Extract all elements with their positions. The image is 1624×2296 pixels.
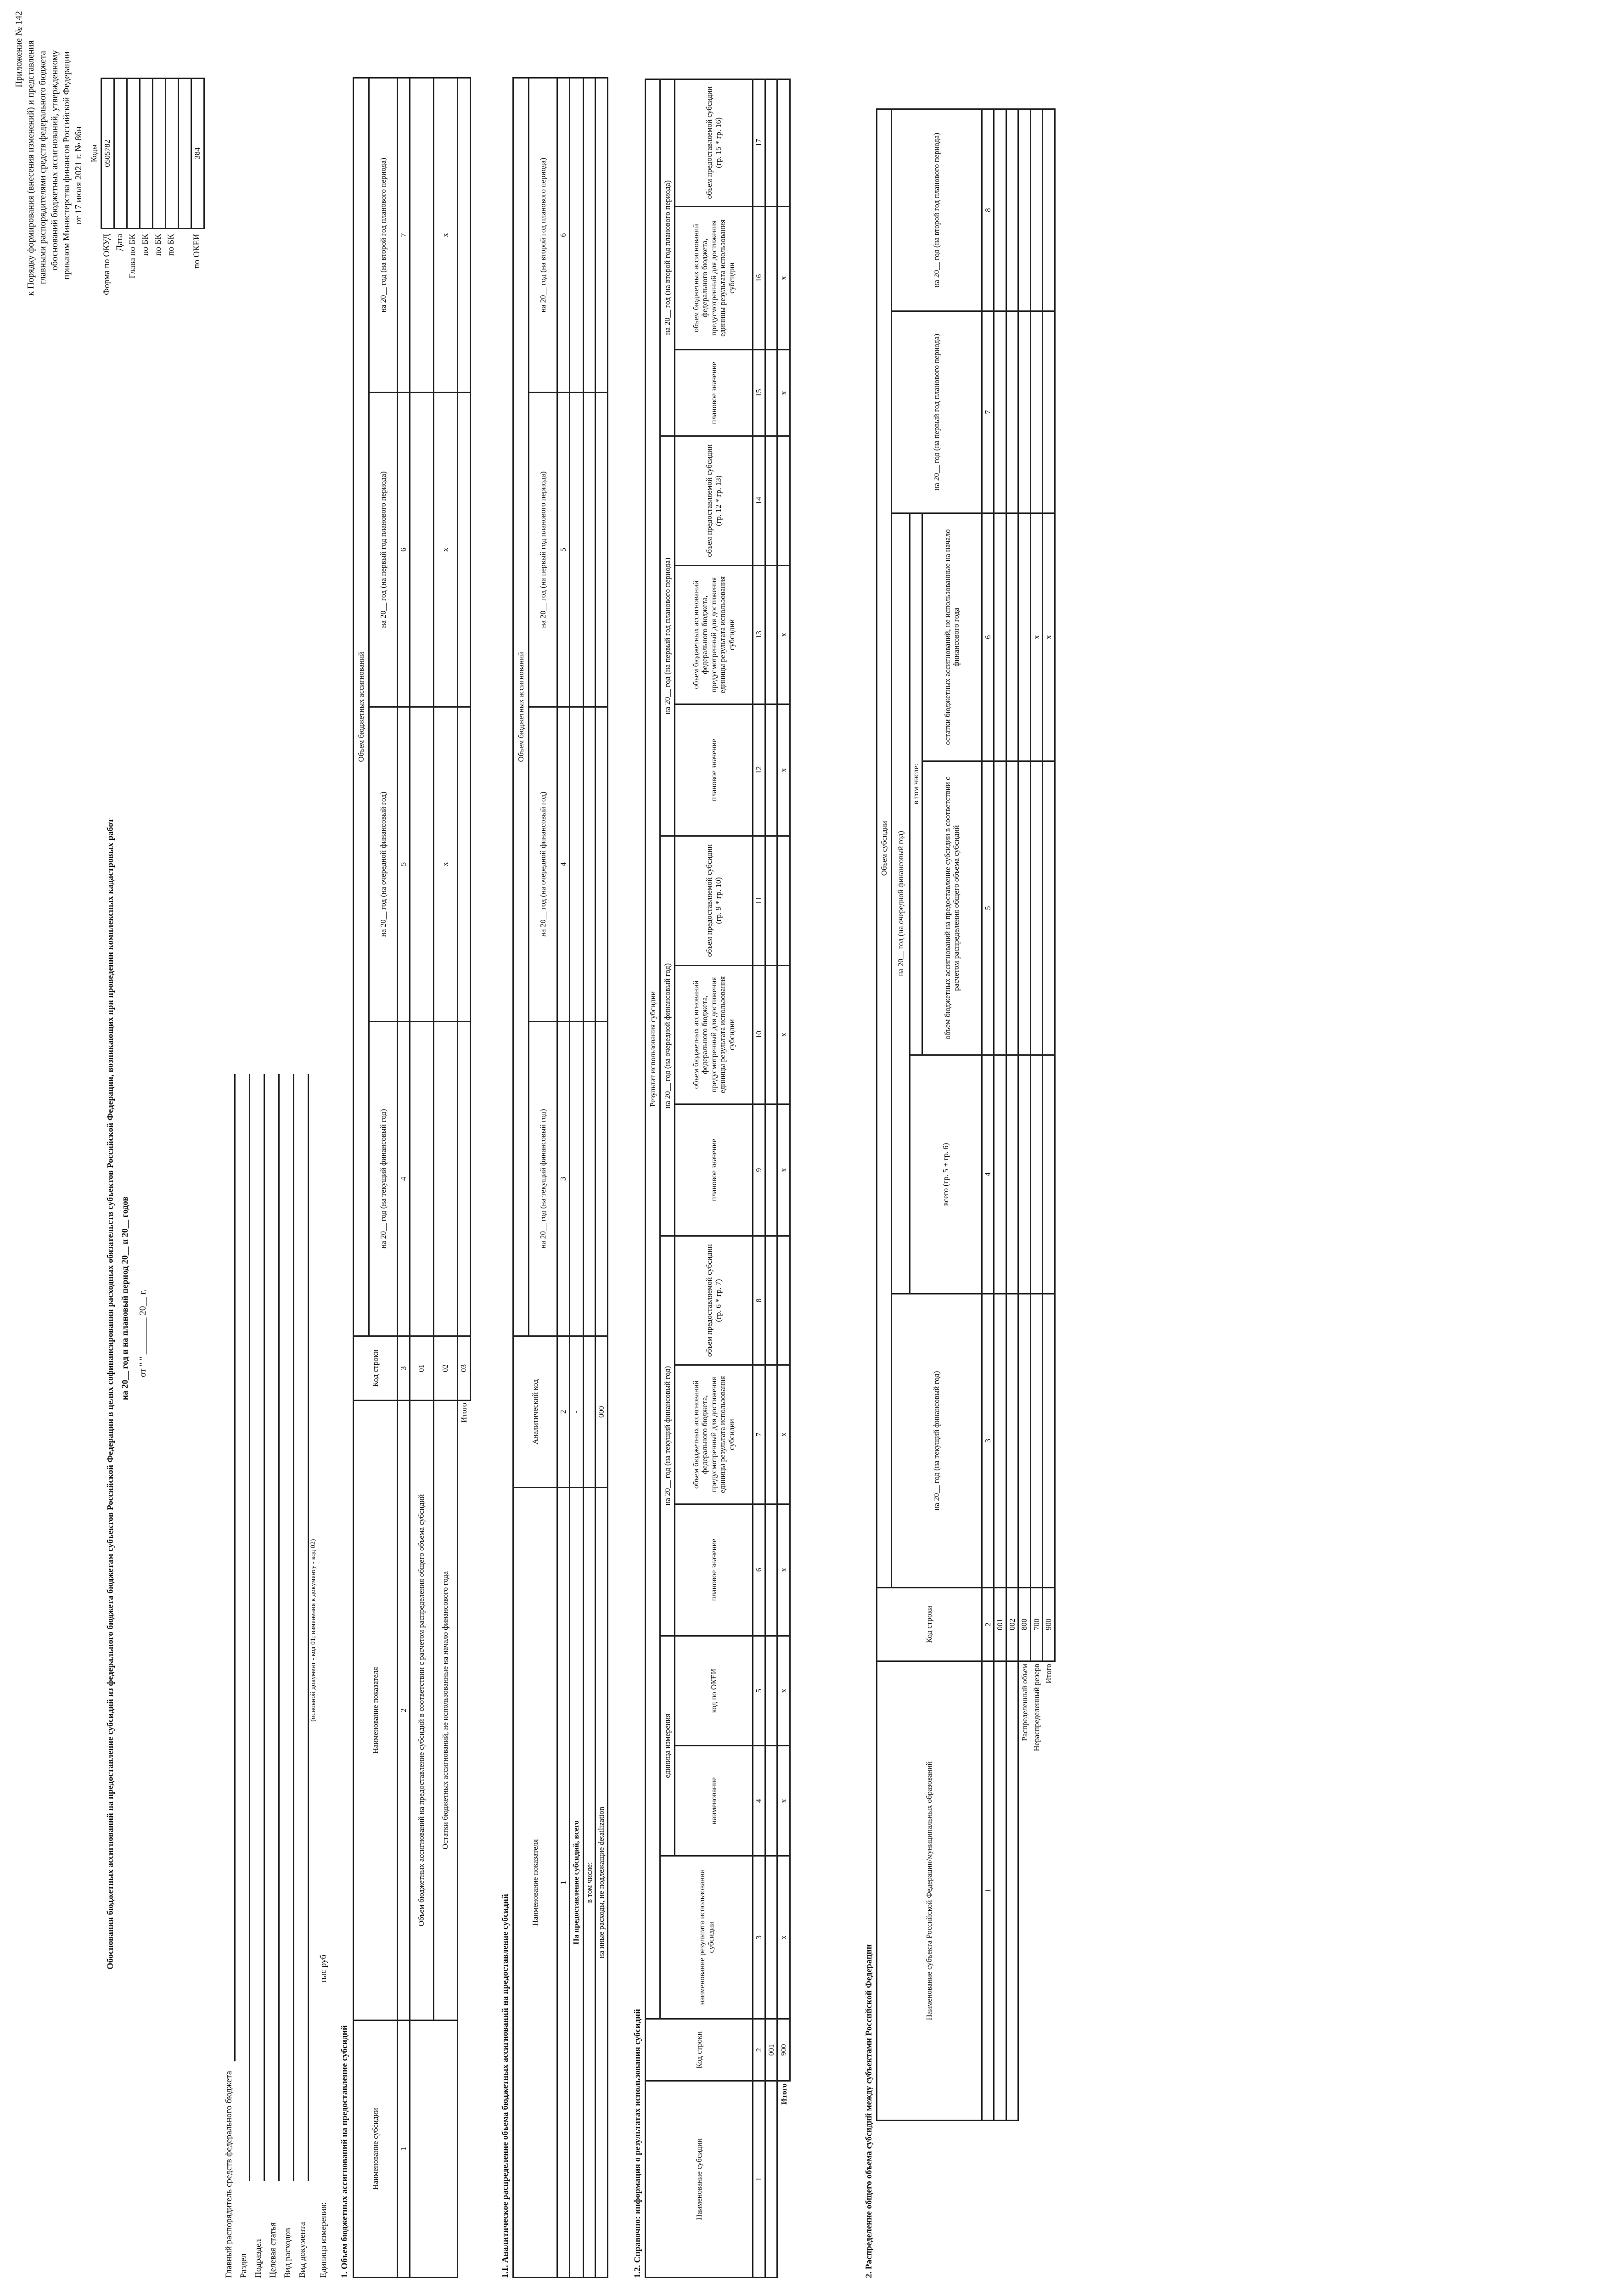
s1-h-year-next: на 20__ год (на очередной финансовый год) bbox=[369, 707, 398, 1022]
annex-line-3: главными распорядителями средств федерального бюджета bbox=[38, 51, 48, 284]
s12-total-x-9: x bbox=[777, 1104, 790, 1236]
s2-h-year-first: на 20__ год (на первый год планового периода) bbox=[892, 311, 982, 513]
s11-num-6: 6 bbox=[557, 78, 570, 392]
s12-total-x-5: x bbox=[777, 1636, 790, 1746]
s1-h-year-second: на 20__ год (на второй год планового периода) bbox=[369, 78, 398, 392]
code-okei: 384 bbox=[191, 79, 204, 229]
s12-total-x-15: x bbox=[777, 350, 790, 436]
req-label-target: Целевая статья bbox=[268, 2222, 278, 2278]
s12-num-12: 12 bbox=[753, 704, 765, 836]
code-date bbox=[114, 79, 127, 229]
s1-num-6: 6 bbox=[398, 393, 410, 707]
s12-total-v-14 bbox=[777, 436, 790, 566]
s12-h-volsub-1: объем предоставляемой субсидии (гр. 6 * гр. 7) bbox=[675, 1236, 753, 1365]
page-subtitle: на 20__ год и на плановый период 20__ и 20__ годов bbox=[120, 1196, 130, 1400]
s11-row-other-code: 000 bbox=[596, 1336, 608, 1488]
s2-h-year-current: на 20__ год (на текущий финансовый год) bbox=[892, 1294, 982, 1588]
s12-h-year-second: на 20__ год (на второй год планового периода) bbox=[660, 79, 675, 436]
s12-h-plan-1: плановое значение bbox=[675, 1504, 753, 1636]
s11-row-total-label: На предоставление субсидий, всего bbox=[569, 1488, 583, 2278]
code-label-okei: по ОКЕИ bbox=[192, 234, 202, 269]
s2-num-3: 3 bbox=[982, 1294, 994, 1588]
s12-h-year-next: на 20__ год (на очередной финансовый год) bbox=[660, 836, 675, 1236]
s2-row-2-name bbox=[1006, 1661, 1018, 2121]
s12-num-2: 2 bbox=[753, 2019, 765, 2081]
s2-h-incl: в том числе: bbox=[910, 513, 922, 1055]
s11-h-year-first: на 20__ год (на первый год планового периода) bbox=[529, 393, 557, 707]
annex-line-5: приказом Министерства финансов Российской Федерации bbox=[62, 51, 72, 280]
req-label-unit: Единица измерения: bbox=[319, 2202, 328, 2278]
s12-h-year-first: на 20__ год (на первый год планового периода) bbox=[660, 436, 675, 836]
s1-row2-code: 02 bbox=[433, 1336, 457, 1401]
s12-num-16: 16 bbox=[753, 206, 765, 350]
s1-total-v1 bbox=[457, 1022, 470, 1336]
s2-num-5: 5 bbox=[982, 761, 994, 1055]
s11-row-total-v4 bbox=[569, 78, 583, 392]
s2-num-8: 8 bbox=[982, 109, 994, 311]
s12-row-name bbox=[765, 2081, 777, 2278]
s11-row-total-v2 bbox=[569, 707, 583, 1022]
s2-num-6: 6 bbox=[982, 513, 994, 761]
req-label-subsection: Подраздел bbox=[253, 2239, 263, 2278]
s2-h-calc: объем бюджетных ассигнований на предоставление субсидии в соответствии с расчетом распределения общего объема субсидий bbox=[922, 761, 982, 1055]
s1-h-indicator: Наименование показателя bbox=[354, 1401, 398, 2020]
s11-h-year-second: на 20__ год (на второй год планового периода) bbox=[529, 78, 557, 392]
s2-row-reserve-name: Нераспределенный резерв bbox=[1032, 1664, 1041, 1751]
s12-num-4: 4 bbox=[753, 1746, 765, 1856]
s1-total-v4 bbox=[457, 78, 470, 392]
s2-h-rest: остатки бюджетных ассигнований, не использованные на начало финансового года bbox=[922, 513, 982, 761]
s2-h-year-next: на 20__ год (на очередной финансовый год) bbox=[892, 513, 910, 1294]
req-line-target bbox=[278, 1074, 280, 2181]
s1-row2-x2: x bbox=[433, 393, 457, 707]
s12-h-unit: единица измерения bbox=[660, 1636, 675, 1856]
s1-row2-indicator: Остатки бюджетных ассигнований, не использованные на начало финансового года bbox=[433, 1401, 457, 2020]
codes-table bbox=[88, 78, 205, 229]
s1-total-v2 bbox=[457, 707, 470, 1022]
s2-num-2: 2 bbox=[982, 1588, 994, 1661]
s12-num-14: 14 bbox=[753, 436, 765, 566]
s12-num-7: 7 bbox=[753, 1365, 765, 1504]
code-okud: 0505782 bbox=[101, 79, 114, 229]
s12-table bbox=[645, 79, 791, 2278]
s11-h-budget: Объем бюджетных ассигнований bbox=[513, 78, 529, 1336]
s1-total-v3 bbox=[457, 393, 470, 707]
s2-title: 2. Распределение общего объема субсидий между субъектами Российской Федерации bbox=[864, 1944, 874, 2278]
s12-total-code: 900 bbox=[777, 2019, 790, 2081]
req-label-doc-type: Вид документа bbox=[298, 2222, 307, 2278]
s1-h-year-first: на 20__ год (на первый год планового периода) bbox=[369, 393, 398, 707]
s12-total-v-8 bbox=[777, 1236, 790, 1365]
s1-h-code: Код строки bbox=[354, 1336, 398, 1401]
s1-row2-x3: x bbox=[433, 78, 457, 392]
s2-num-7: 7 bbox=[982, 311, 994, 513]
s1-h-year-current: на 20__ год (на текущий финансовый год) bbox=[369, 1022, 398, 1336]
s12-num-13: 13 bbox=[753, 565, 765, 704]
s11-num-1: 1 bbox=[557, 1488, 570, 2278]
req-label-grbs: Главный распорядитель средств федерального бюджета bbox=[224, 2071, 234, 2278]
s11-row-total-code: - bbox=[569, 1336, 583, 1488]
s12-total-x-16: x bbox=[777, 206, 790, 350]
s12-num-8: 8 bbox=[753, 1236, 765, 1365]
s2-num-1: 1 bbox=[982, 1661, 994, 2121]
s11-row-incl-label: в том числе: bbox=[583, 1488, 596, 2278]
s11-row-total-v3 bbox=[569, 393, 583, 707]
s1-num-2: 2 bbox=[398, 1401, 410, 2020]
s2-h-name: Наименование субъекта Российской Федерации/муниципальных образований bbox=[877, 1661, 982, 2121]
s12-total-x-4: x bbox=[777, 1746, 790, 1856]
s12-h-code: Код строки bbox=[646, 2019, 753, 2081]
document-date: от " " ________ 20__ г. bbox=[138, 1289, 148, 1377]
req-line-exp-type bbox=[293, 1074, 294, 2181]
s12-row-code: 001 bbox=[765, 2019, 777, 2081]
s12-total-x-6: x bbox=[777, 1504, 790, 1636]
s12-h-vol-2: объем бюджетных ассигнований федерального бюджета, предусмотренный для достижения единицы результата использования субсидии bbox=[675, 965, 753, 1104]
s12-h-vol-4: объем бюджетных ассигнований федерального бюджета, предусмотренный для достижения единицы результата использования субсидии bbox=[675, 206, 753, 350]
s2-row-total-name: Итого bbox=[1044, 1664, 1053, 1684]
s1-num-4: 4 bbox=[398, 1022, 410, 1336]
s1-row1-indicator: Объем бюджетных ассигнований на предоставление субсидий в соответствии с расчетом распределения общего объема субсидий bbox=[410, 1401, 433, 2020]
s12-h-plan-3: плановое значение bbox=[675, 704, 753, 836]
s12-h-plan-4: плановое значение bbox=[675, 350, 753, 436]
s1-h-budget: Объем бюджетных ассигнований bbox=[354, 78, 369, 1336]
annex-line-2: к Порядку формирования (внесения изменений) и представления bbox=[26, 40, 36, 296]
s2-row-total-code: 900 bbox=[1043, 1588, 1055, 1661]
s12-title: 1.2. Справочно: информация о результатах использования субсидий bbox=[633, 2009, 642, 2278]
s1-row2-v1 bbox=[433, 1022, 457, 1336]
s12-total-v-11 bbox=[777, 836, 790, 965]
s2-row-distributed-name: Распределенный объем bbox=[1020, 1664, 1029, 1741]
s1-num-1: 1 bbox=[398, 2020, 410, 2278]
s2-row-total-x: x bbox=[1043, 513, 1055, 761]
s12-h-result: Результат использования субсидии bbox=[646, 79, 660, 2019]
page-title: Обоснования бюджетных ассигнований на предоставление субсидий из федерального бюджета бюджетам субъектов Российской Федерации в целях софинансирования расходных обязательств субъектов Российской Федерации, возникающих при проведении комплексных кадастровых работ bbox=[106, 818, 115, 1970]
s11-h-year-current: на 20__ год (на текущий финансовый год) bbox=[529, 1022, 557, 1336]
s12-num-9: 9 bbox=[753, 1104, 765, 1236]
s12-total-label: Итого bbox=[779, 2083, 788, 2105]
s12-total-x-3: x bbox=[777, 1856, 790, 2019]
s12-h-vol-1: объем бюджетных ассигнований федерального бюджета, предусмотренный для достижения единицы результата использования субсидии bbox=[675, 1365, 753, 1504]
req-unit-value: тыс руб bbox=[319, 1954, 328, 1983]
s1-row1-v3 bbox=[410, 393, 433, 707]
s1-subsidy-name bbox=[410, 2020, 457, 2278]
s2-row-reserve-x: x bbox=[1030, 513, 1043, 761]
s12-total-x-7: x bbox=[777, 1365, 790, 1504]
s11-num-2: 2 bbox=[557, 1336, 570, 1488]
req-doc-note: (основной документ - код 01; изменения к документу - код 02) bbox=[309, 1539, 317, 1722]
req-line-grbs bbox=[234, 1074, 236, 2061]
s12-h-year-current: на 20__ год (на текущий финансовый год) bbox=[660, 1236, 675, 1636]
req-line-section bbox=[249, 1074, 250, 2181]
code-label-glava: Глава по БК bbox=[128, 234, 137, 279]
req-line-subsection bbox=[264, 1074, 265, 2181]
s12-total-x-13: x bbox=[777, 565, 790, 704]
s1-total-label: Итого bbox=[460, 1403, 469, 1423]
s12-total-v-17 bbox=[777, 79, 790, 207]
annex-line-1: Приложение № 142 bbox=[14, 11, 24, 88]
s12-num-3: 3 bbox=[753, 1856, 765, 2019]
s12-h-name: Наименование субсидии bbox=[646, 2081, 753, 2278]
s11-num-4: 4 bbox=[557, 707, 570, 1022]
s1-row2-x1: x bbox=[433, 707, 457, 1022]
code-glava bbox=[127, 79, 140, 229]
s2-row-2-code: 002 bbox=[1006, 1588, 1018, 1661]
s11-row-other-label: на иные расходы, не подлежащие detailization bbox=[596, 1488, 608, 2278]
s1-row1-v4 bbox=[410, 78, 433, 392]
s1-total-code: 03 bbox=[457, 1336, 470, 1401]
s12-h-unit-okei: код по ОКЕИ bbox=[675, 1636, 753, 1746]
s12-num-15: 15 bbox=[753, 350, 765, 436]
s1-num-3: 3 bbox=[398, 1336, 410, 1401]
s11-table bbox=[512, 77, 608, 2278]
s12-num-6: 6 bbox=[753, 1504, 765, 1636]
s11-row-incl-code bbox=[583, 1336, 596, 1488]
s2-row-distributed-code: 800 bbox=[1018, 1588, 1031, 1661]
s1-row1-v2 bbox=[410, 707, 433, 1022]
s2-h-all: всего (гр. 5 + гр. 6) bbox=[910, 1055, 982, 1294]
s1-num-5: 5 bbox=[398, 707, 410, 1022]
s12-num-1: 1 bbox=[753, 2081, 765, 2278]
s11-h-year-next: на 20__ год (на очередной финансовый год) bbox=[529, 707, 557, 1022]
s12-num-10: 10 bbox=[753, 965, 765, 1104]
s12-h-volsub-4: объем предоставляемой субсидии (гр. 15 * гр. 16) bbox=[675, 79, 753, 207]
s12-h-volsub-2: объем предоставляемой субсидии (гр. 9 * гр. 10) bbox=[675, 836, 753, 965]
s2-num-4: 4 bbox=[982, 1055, 994, 1294]
s2-table bbox=[876, 108, 1056, 2121]
req-label-section: Раздел bbox=[239, 2253, 248, 2278]
s12-h-unit-name: наименование bbox=[675, 1746, 753, 1856]
s12-h-plan-2: плановое значение bbox=[675, 1104, 753, 1236]
s1-row1-code: 01 bbox=[410, 1336, 433, 1401]
code-label-date: Дата bbox=[115, 234, 124, 251]
code-label-bk-3: по БК bbox=[166, 234, 176, 256]
code-bk-3 bbox=[165, 79, 178, 229]
s11-title: 1.1. Аналитическое распределение объема бюджетных ассигнований на предоставление субсидий bbox=[500, 1894, 510, 2278]
s12-h-volsub-3: объем предоставляемой субсидии (гр. 12 * гр. 13) bbox=[675, 436, 753, 566]
code-label-bk-1: по БК bbox=[140, 234, 150, 256]
s2-h-year-second: на 20__ год (на второй год планового периода) bbox=[892, 109, 982, 311]
s12-h-res-name: наименование результата использования субсидии bbox=[660, 1856, 753, 2019]
s12-total-x-12: x bbox=[777, 704, 790, 836]
s1-table bbox=[353, 77, 471, 2278]
s12-h-vol-3: объем бюджетных ассигнований федерального бюджета, предусмотренный для достижения единицы результата использования субсидии bbox=[675, 565, 753, 704]
s11-row-total-v1 bbox=[569, 1022, 583, 1336]
s2-row-reserve-code: 700 bbox=[1030, 1588, 1043, 1661]
annex-line-6: от 17 июля 2021 г. № 86н bbox=[73, 126, 84, 225]
s2-row-1-name bbox=[994, 1661, 1006, 2121]
req-line-doc-type bbox=[308, 1074, 309, 2181]
code-bk-1 bbox=[140, 79, 152, 229]
code-bk-2 bbox=[152, 79, 165, 229]
s12-total-x-10: x bbox=[777, 965, 790, 1104]
code-blank bbox=[178, 79, 191, 229]
s12-num-17: 17 bbox=[753, 79, 765, 207]
codes-header: Коды bbox=[90, 144, 99, 163]
s1-row1-v1 bbox=[410, 1022, 433, 1336]
s11-num-5: 5 bbox=[557, 393, 570, 707]
s2-h-volume: Объем субсидии bbox=[877, 109, 892, 1588]
annex-line-4: обоснований бюджетных ассигнований, утвержденному bbox=[50, 50, 60, 270]
s2-h-code: Код строки bbox=[877, 1588, 982, 1661]
s1-num-7: 7 bbox=[398, 78, 410, 392]
s12-num-11: 11 bbox=[753, 836, 765, 965]
s1-h-name: Наименование субсидии bbox=[354, 2020, 398, 2278]
code-label-okud: Форма по ОКУД bbox=[102, 234, 112, 295]
s2-row-1-code: 001 bbox=[994, 1588, 1006, 1661]
s11-num-3: 3 bbox=[557, 1022, 570, 1336]
s11-h-analytic: Аналитический код bbox=[513, 1336, 557, 1488]
s12-num-5: 5 bbox=[753, 1636, 765, 1746]
code-label-bk-2: по БК bbox=[153, 234, 163, 256]
s1-title: 1. Объем бюджетных ассигнований на предоставление субсидий bbox=[340, 2025, 349, 2278]
req-label-exp-type: Вид расходов bbox=[283, 2228, 292, 2278]
s11-h-indicator: Наименование показателя bbox=[513, 1488, 557, 2278]
